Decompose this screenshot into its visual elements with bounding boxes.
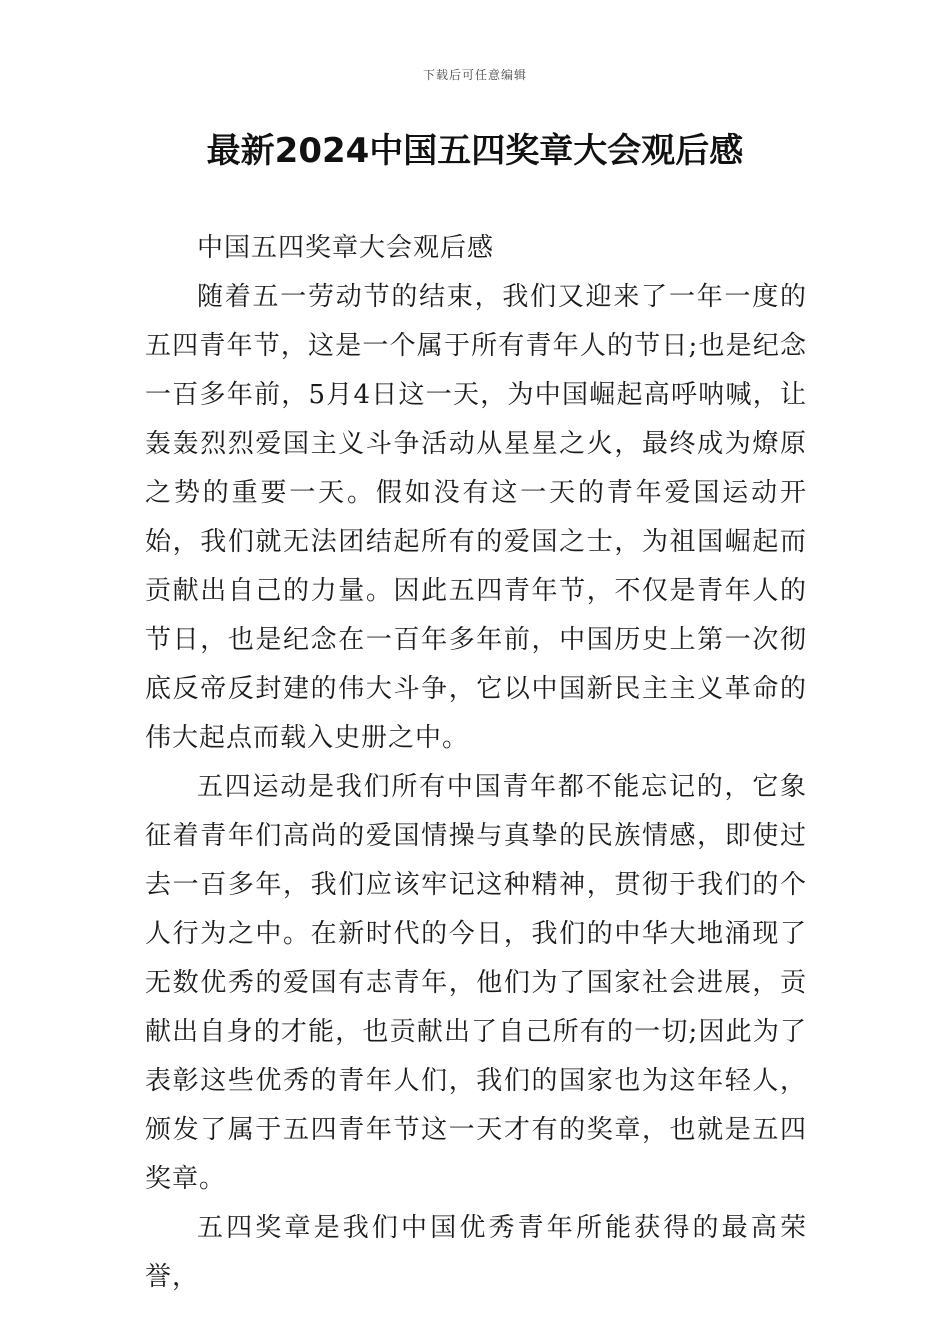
subtitle-paragraph: 中国五四奖章大会观后感 (197, 233, 495, 263)
document-body (145, 224, 807, 1302)
header-note: 下载后可任意编辑 (422, 68, 527, 82)
document-title: 最新2024中国五四奖章大会观后感 (206, 131, 744, 171)
paragraph-3: 五四奖章是我们中国优秀青年所能获得的最高荣誉， (145, 1213, 807, 1292)
paragraph-2: 五四运动是我们所有中国青年都不能忘记的，它象征着青年们高尚的爱国情操与真挚的民族情感，即使过去一百多年，我们应该牢记这种精神，贯彻于我们的个人行为之中。在新时代的今日，我们的中华大地涌现了无数优秀的爱国有志青年，他们为了国家社会进展，贡献出自身的才能，也贡献出了自己所有的一切;因此为了表彰这些优秀的青年人们，我们的国家也为这年轻人，颁发了属于五四青年节这一天才有的奖章，也就是五四奖章。 (145, 772, 807, 1194)
paragraph-1: 随着五一劳动节的结束，我们又迎来了一年一度的五四青年节，这是一个属于所有青年人的节日;也是纪念一百多年前，5月4日这一天，为中国崛起高呼呐喊，让轰轰烈烈爱国主义斗争活动从星星之火，最终成为燎原之势的重要一天。假如没有这一天的青年爱国运动开始，我们就无法团结起所有的爱国之士，为祖国崛起而贡献出自己的力量。因此五四青年节，不仅是青年人的节日，也是纪念在一百年多年前，中国历史上第一次彻底反帝反封建的伟大斗争，它以中国新民主主义革命的伟大起点而载入史册之中。 (145, 282, 807, 753)
